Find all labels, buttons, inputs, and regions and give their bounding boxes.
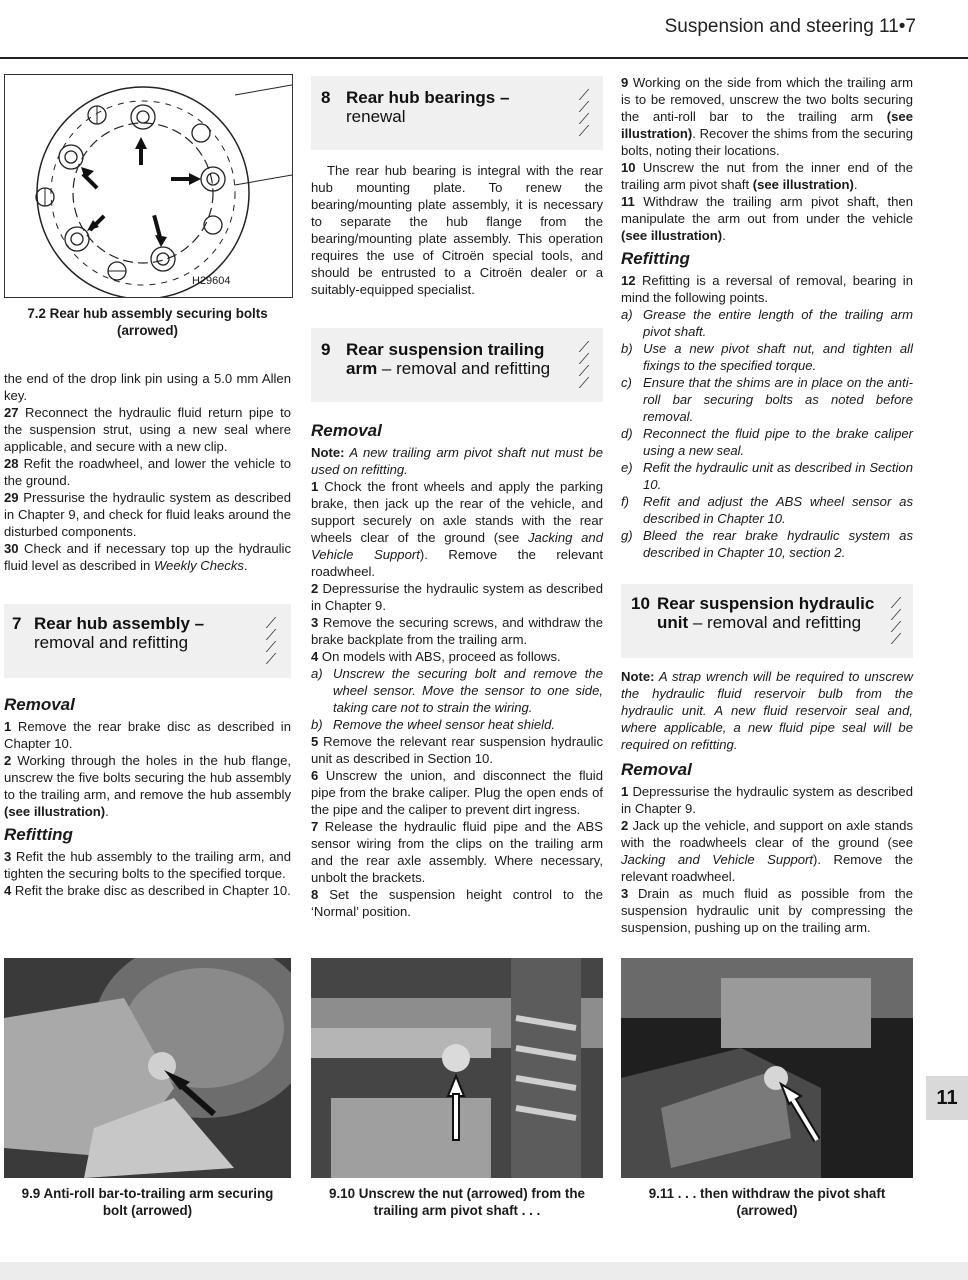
step-30: 30 Check and if necessary top up the hydraulic fluid level as described in Weekly Checks. (4, 541, 291, 573)
photo-9-10 (311, 958, 603, 1178)
list-item: b) Remove the wheel sensor heat shield. (311, 717, 555, 732)
step-2: 2 Working through the holes in the hub flange, unscrew the five bolts securing the hub assembly to the trailing arm, and remove the hub assembly (see illustration). (4, 753, 291, 819)
section-7-body (4, 694, 291, 899)
list-item: f) Refit and adjust the ABS wheel sensor as described in Chapter 10. (621, 494, 913, 526)
section-8-heading (311, 76, 603, 150)
step-4: 4 Refit the brake disc as described in Chapter 10. (4, 883, 291, 898)
section-10-heading (621, 584, 913, 658)
section-title: Rear hub assembly – removal and refitting (34, 614, 205, 652)
step-29: 29 Pressurise the hydraulic system as described in Chapter 9, and check for fluid leaks around the disturbed components. (4, 490, 291, 539)
section-7-heading (4, 604, 291, 678)
note: Note: A strap wrench will be required to unscrew the hydraulic fluid reservoir bulb from the hydraulic unit. A new fluid reservoir seal and, where applicable, a new fluid pipe seal will be required on refitting. (621, 669, 913, 752)
page-title: Suspension and steering 11•7 (664, 16, 916, 37)
step-12: 12 Refitting is a reversal of removal, bearing in mind the following points. (621, 273, 913, 305)
photo-9-9 (4, 958, 291, 1178)
step-9: 9 Working on the side from which the trailing arm is to be removed, unscrew the two bolts securing the anti-roll bar to the trailing arm (see illustration). Recover the shims from the securing bolts, noting their locations. (621, 75, 913, 158)
step-5: 5 Remove the relevant rear suspension hydraulic unit as described in Section 10. (311, 734, 603, 766)
page-bottom-edge (0, 1262, 968, 1280)
left-column-text (4, 370, 291, 574)
photo-caption-9-11: 9.11 . . . then withdraw the pivot shaft (arrowed) (648, 1186, 886, 1218)
step-3: 3 Drain as much fluid as possible from the suspension hydraulic unit by compressing the suspension, pushing up on the trailing arm. (621, 886, 913, 935)
section-9-continued (621, 74, 913, 561)
photo-9-11-image (621, 958, 913, 1178)
step-3: 3 Refit the hub assembly to the trailing arm, and tighten the securing bolts to the specified torque. (4, 849, 291, 881)
section-number: 7 (12, 614, 22, 633)
list-item: a) Unscrew the securing bolt and remove the wheel sensor. Move the sensor to one side, taking care not to strain the wiring. (311, 666, 603, 715)
step-7: 7 Release the hydraulic fluid pipe and the ABS sensor wiring from the clips on the trailing arm and the rear axle assembly. Where necessary, unbolt the brackets. (311, 819, 603, 885)
list-item: d) Reconnect the fluid pipe to the brake caliper using a new seal. (621, 426, 913, 458)
section-9-body (311, 420, 603, 920)
step-1: 1 Remove the rear brake disc as described in Chapter 10. (4, 719, 291, 751)
list-item: a) Grease the entire length of the trailing arm pivot shaft. (621, 307, 913, 339)
removal-heading: Removal (621, 760, 692, 779)
step-11: 11 Withdraw the trailing arm pivot shaft, then manipulate the arm out from under the vehicle (see illustration). (621, 194, 913, 243)
diagram-label: H29604 (192, 275, 231, 287)
step-3: 3 Remove the securing screws, and withdraw the brake backplate from the trailing arm. (311, 615, 603, 647)
chapter-tab: 11 (926, 1076, 968, 1120)
section-9-heading (311, 328, 603, 402)
paragraph: The rear hub bearing is integral with the rear hub mounting plate. To renew the bearing/mounting plate assembly, it is necessary to separate the hub flange from the bearing/mounting plate assembly. This operation requires the use of Citroën special tools, and should be entrusted to a Citroën dealer or a suitably-equipped specialist. (311, 163, 603, 297)
paragraph: the end of the drop link pin using a 5.0 mm Allen key. (4, 371, 291, 403)
section-title: Rear suspension hydraulic unit – removal and refitting (657, 594, 875, 632)
list-item: b) Use a new pivot shaft nut, and tighten all fixings to the specified torque. (621, 341, 913, 373)
step-4: 4 On models with ABS, proceed as follows. (311, 649, 561, 664)
step-1: 1 Depressurise the hydraulic system as described in Chapter 9. (621, 784, 913, 816)
page-header (0, 0, 968, 62)
refitting-heading: Refitting (621, 249, 690, 268)
section-title: Rear hub bearings – renewal (346, 88, 510, 126)
section-number: 9 (321, 340, 331, 359)
removal-heading: Removal (4, 695, 75, 714)
section-number: 10 (631, 594, 650, 613)
photo-9-10-image (311, 958, 603, 1178)
photo-caption-9-10: 9.10 Unscrew the nut (arrowed) from the trailing arm pivot shaft . . . (329, 1186, 585, 1218)
step-10: 10 Unscrew the nut from the inner end of the trailing arm pivot shaft (see illustration). (621, 160, 913, 192)
step-28: 28 Refit the roadwheel, and lower the vehicle to the ground. (4, 456, 291, 488)
step-2: 2 Depressurise the hydraulic system as described in Chapter 9. (311, 581, 603, 613)
list-item: e) Refit the hydraulic unit as described in Section 10. (621, 460, 913, 492)
refitting-heading: Refitting (4, 825, 73, 844)
hub-diagram-figure (4, 74, 293, 298)
step-1: 1 Chock the front wheels and apply the parking brake, then jack up the rear of the vehicle, and support securely on axle stands with the rear wheels clear of the ground (see Jacking and Vehicle Support). Remove the relevant roadwheel. (311, 479, 603, 579)
section-title: Rear suspension trailing arm – removal and refitting (346, 340, 551, 378)
removal-heading: Removal (311, 421, 382, 440)
step-8: 8 Set the suspension height control to the ‘Normal’ position. (311, 887, 603, 919)
spanner-rating-icon: ⟋ ⟋ ⟋ ⟋ (265, 615, 277, 668)
spanner-rating-icon: ⟋ ⟋ ⟋ ⟋ (578, 87, 590, 140)
section-number: 8 (321, 88, 331, 107)
photo-9-11 (621, 958, 913, 1178)
list-item: g) Bleed the rear brake hydraulic system as described in Chapter 10, section 2. (621, 528, 913, 560)
note: Note: A new trailing arm pivot shaft nut must be used on refitting. (311, 445, 603, 477)
spanner-rating-icon: ⟋ ⟋ ⟋ ⟋ (578, 339, 590, 392)
hub-diagram (5, 75, 292, 297)
step-2: 2 Jack up the vehicle, and support on axle stands with the roadwheels clear of the ground (see Jacking and Vehicle Support). Remove the relevant roadwheel. (621, 818, 913, 884)
photo-caption-9-9: 9.9 Anti-roll bar-to-trailing arm securing bolt (arrowed) (21, 1186, 274, 1218)
section-10-body (621, 668, 913, 936)
section-8-body (311, 162, 603, 298)
figure-caption-7-2: 7.2 Rear hub assembly securing bolts (arrowed) (27, 306, 268, 338)
step-27: 27 Reconnect the hydraulic fluid return pipe to the suspension strut, using a new seal where applicable, and secure with a new clip. (4, 405, 291, 454)
header-rule (0, 57, 968, 59)
spanner-rating-icon: ⟋ ⟋ ⟋ ⟋ (890, 595, 902, 648)
step-6: 6 Unscrew the union, and disconnect the fluid pipe from the brake caliper. Plug the open ends of the pipe and the caliper to prevent dirt ingress. (311, 768, 603, 817)
photo-9-9-image (4, 958, 291, 1178)
list-item: c) Ensure that the shims are in place on the anti-roll bar securing bolts as noted before removal. (621, 375, 913, 424)
